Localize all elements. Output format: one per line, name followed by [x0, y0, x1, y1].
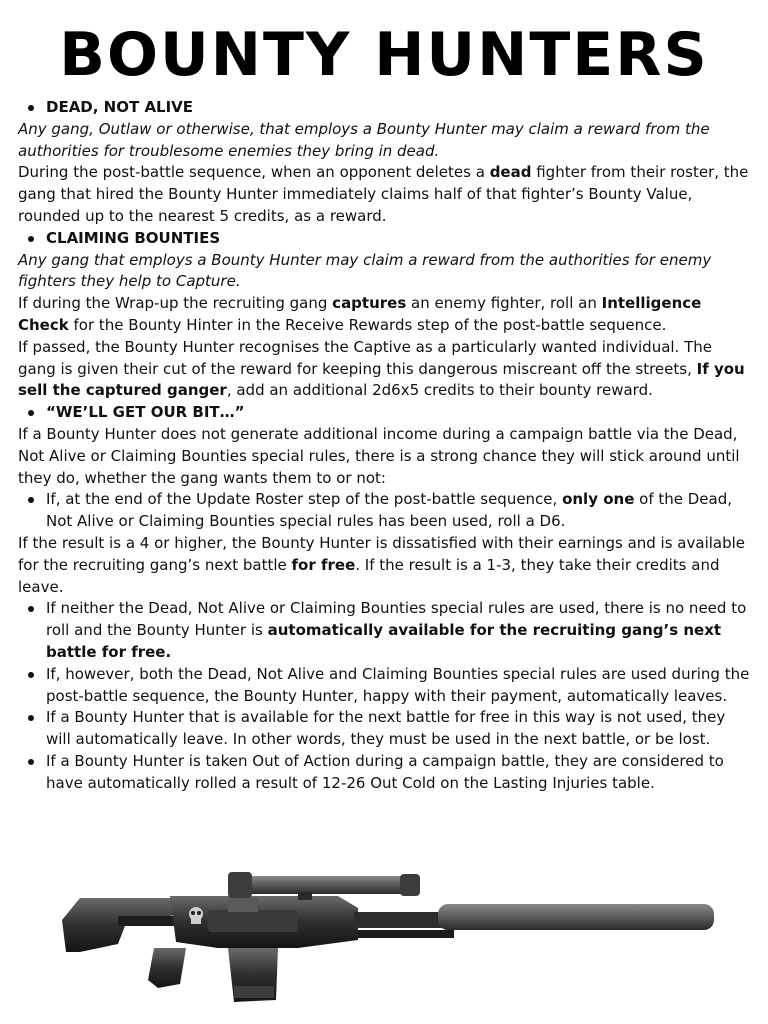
dead-not-alive-rule: During the post-battle sequence, when an opponent deletes a dead fighter from their roster, the gang that hired the Bounty Hunter immediately claims half of that fighter’s Bounty Value, rounded up to the nearest 5 credits, as a reward. [18, 163, 749, 225]
dead-not-alive-list [18, 97, 753, 119]
section-heading-get-our-bit: “WE’LL GET OUR BIT…” [18, 402, 753, 424]
list-item: If neither the Dead, Not Alive or Claiming Bounties special rules are used, there is no need to roll and the Bounty Hunter is automatically available for the recruiting gang’s next battle for free. [18, 598, 753, 663]
list-item: If a Bounty Hunter is taken Out of Action during a campaign battle, they are considered to have automatically rolled a result of 12-26 Out Cold on the Lasting Injuries table. [18, 751, 753, 795]
page-title: BOUNTY HUNTERS [59, 20, 709, 90]
get-our-bit-list [18, 402, 753, 424]
section-heading-claiming-bounties: CLAIMING BOUNTIES [18, 228, 753, 250]
claiming-bounties-flavor: Any gang that employs a Bounty Hunter may claim a reward from the authorities for enemy fighters they help to Capture. [18, 250, 712, 291]
get-our-bit-intro: If a Bounty Hunter does not generate additional income during a campaign battle via the Dead, Not Alive or Claiming Bounties special rules, there is a strong chance they will stick around until they do, whether the gang wants them to or not: [18, 424, 740, 487]
section-heading-dead-not-alive: DEAD, NOT ALIVE [18, 97, 753, 119]
claiming-bounties-rule-1: If during the Wrap-up the recruiting gang captures an enemy fighter, roll an Intelligence Check for the Bounty Hinter in the Receive Rewards step of the post-battle sequence. [18, 294, 702, 334]
rifle-illustration [58, 868, 718, 1018]
dead-not-alive-flavor: Any gang, Outlaw or otherwise, that employs a Bounty Hunter may claim a reward from the authorities for troublesome enemies they bring in dead. [18, 119, 710, 160]
get-our-bit-result: If the result is a 4 or higher, the Bounty Hunter is dissatisfied with their earnings and is available for the recruiting gang’s next battle for free. If the result is a 1-3, they take their credits and leave. [18, 533, 746, 596]
claiming-bounties-list [18, 228, 753, 250]
claiming-bounties-rule-2: If passed, the Bounty Hunter recognises the Captive as a particularly wanted individual. The gang is given their cut of the reward for keeping this dangerous miscreant off the streets, If you sell the captured ganger, add an additional 2d6x5 credits to their bounty reward. [18, 337, 745, 400]
list-item: If, however, both the Dead, Not Alive and Claiming Bounties special rules are used during the post-battle sequence, the Bounty Hunter, happy with their payment, automatically leaves. [18, 664, 753, 708]
list-item: If, at the end of the Update Roster step of the post-battle sequence, only one of the Dead, Not Alive or Claiming Bounties special rules has been used, roll a D6. [18, 489, 753, 533]
get-our-bit-bullets-a [18, 489, 753, 533]
get-our-bit-bullets-b [18, 598, 753, 794]
list-item: If a Bounty Hunter that is available for the next battle for free in this way is not used, they will automatically leave. In other words, they must be used in the next battle, or be lost. [18, 707, 753, 751]
rules-content [18, 97, 753, 795]
